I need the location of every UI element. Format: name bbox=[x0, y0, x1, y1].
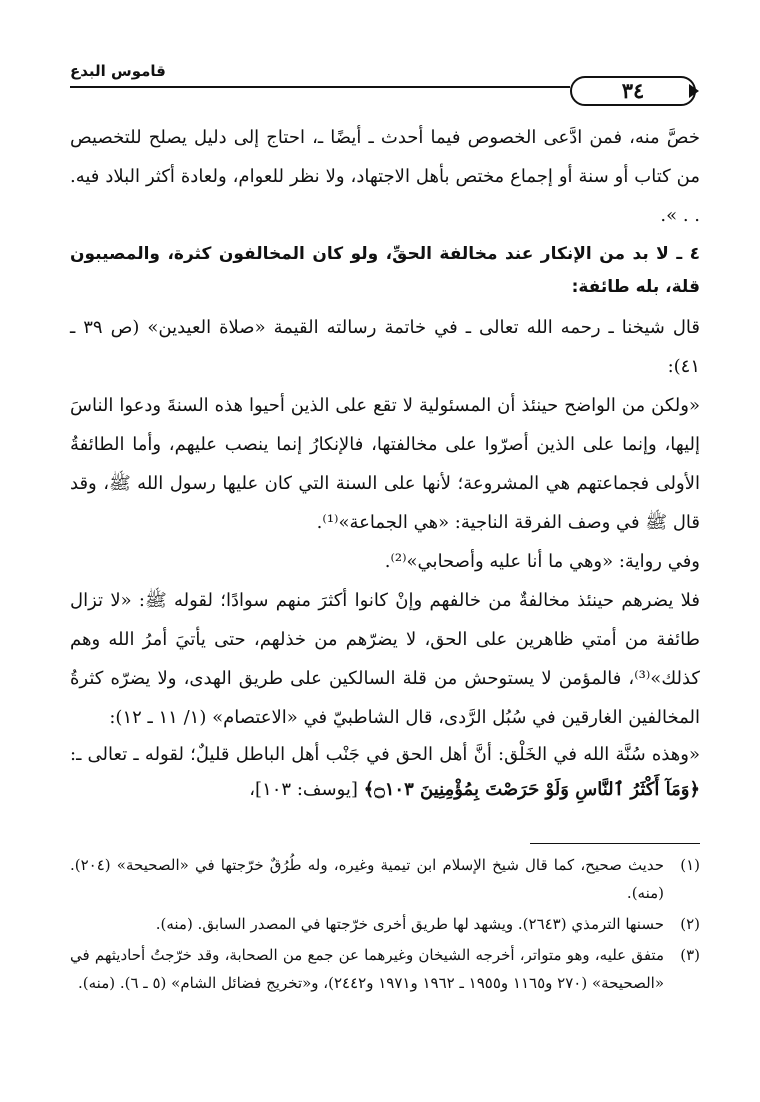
page-number: ٣٤ bbox=[570, 76, 696, 106]
paragraph-3: «ولكن من الواضح حينئذ أن المسئولية لا تقع على الذين أحيوا هذه السنةَ ودعوا الناسَ إليها، وإنما على الذين أصرّوا على مخالفتها، فالإنكارُ إنما ينصب عليهم، وأما الطائفةُ الأولى فجماعتهم هي المشروعة؛ لأنها على السنة التي كان عليها رسول الله ﷺ، وقد قال ﷺ في وصف الفرقة الناجية: «هي الجماعة»⁽¹⁾. bbox=[70, 395, 700, 533]
book-title: قاموس البدع bbox=[70, 62, 166, 80]
paragraph-5: فلا يضرهم حينئذ مخالفةٌ من خالفهم وإنْ كانوا أكثرَ منهم سوادًا؛ لقوله ﷺ: «لا تزال طائفة من أمتي ظاهرين على الحق، لا يضرّهم من خذلهم، حتى يأتيَ أمرُ الله وهم كذلك»⁽³⁾، فالمؤمن لا يستوحش من قلة السالكين على طريق الهدى، ولا يضرّه كثرةُ المخالفين الغارقين في سُبُل الرَّدى، قال الشاطبيّ في «الاعتصام» (١/ ١١ ـ ١٢): bbox=[70, 590, 700, 728]
main-text bbox=[70, 118, 700, 807]
paragraph-4: وفي رواية: «وهي ما أنا عليه وأصحابي»⁽²⁾. bbox=[384, 551, 700, 572]
header-rule bbox=[70, 86, 570, 88]
footnote-number: (١) bbox=[680, 856, 700, 874]
footnotes bbox=[70, 851, 700, 1000]
paragraph-6 bbox=[70, 737, 700, 807]
page-header bbox=[70, 60, 700, 110]
footnote-text: متفق عليه، وهو متواتر، أخرجه الشيخان وغيرهما عن جمع من الصحابة، وقد خرّجتُ أحاديثهم في «الصحيحة» (٢٧٠ و١١٦٥ و١٩٥٥ ـ ١٩٦٢ و١٩٧١ و٢٤٤٢)، و«تخريج فضائل الشام» (٥ ـ ٦). (منه). bbox=[70, 946, 664, 992]
footnote-3 bbox=[70, 941, 700, 997]
footnote-2 bbox=[70, 910, 700, 938]
section-heading: ٤ ـ لا بد من الإنكار عند مخالفة الحقِّ، ولو كان المخالفون كثرة، والمصيبون قلة، بله طائفة: bbox=[70, 244, 700, 297]
footnote-separator bbox=[530, 843, 700, 844]
footnote-text: حسنها الترمذي (٢٦٤٣). ويشهد لها طريق أخرى خرّجتها في المصدر السابق. (منه). bbox=[155, 915, 664, 933]
paragraph-1: خصَّ منه، فمن ادَّعى الخصوص فيما أحدث ـ أيضًا ـ، احتاج إلى دليل يصلح للتخصيص من كتاب أو سنة أو إجماع مختص بأهل الاجتهاد، ولا نظر للعوام، ولعادة أكثر البلاد فيه. . . ». bbox=[70, 127, 700, 226]
footnote-text: حديث صحيح، كما قال شيخ الإسلام ابن تيمية وغيره، وله طُرُقٌ خرّجتها في «الصحيحة» (٢٠٤). (منه). bbox=[70, 856, 664, 902]
footnote-1 bbox=[70, 851, 700, 907]
verse-reference: [يوسف: ١٠٣]، bbox=[249, 779, 364, 800]
paragraph-6-intro: «وهذه سُنَّة الله في الخَلْق: أنَّ أهل الحق في جَنْب أهل الباطل قليلٌ؛ لقوله ـ تعالى ـ: bbox=[70, 744, 700, 765]
page-number-arrow-icon bbox=[689, 84, 699, 98]
footnote-number: (٢) bbox=[680, 915, 700, 933]
paragraph-2: قال شيخنا ـ رحمه الله تعالى ـ في خاتمة رسالته القيمة «صلاة العيدين» (ص ٣٩ ـ ٤١): bbox=[70, 317, 701, 377]
footnote-number: (٣) bbox=[680, 946, 700, 964]
quran-verse: ﴿وَمَآ أَكْثَرُ ٱلنَّاسِ وَلَوْ حَرَصْتَ بِمُؤْمِنِينَ ۝١٠٣﴾ bbox=[363, 779, 700, 800]
